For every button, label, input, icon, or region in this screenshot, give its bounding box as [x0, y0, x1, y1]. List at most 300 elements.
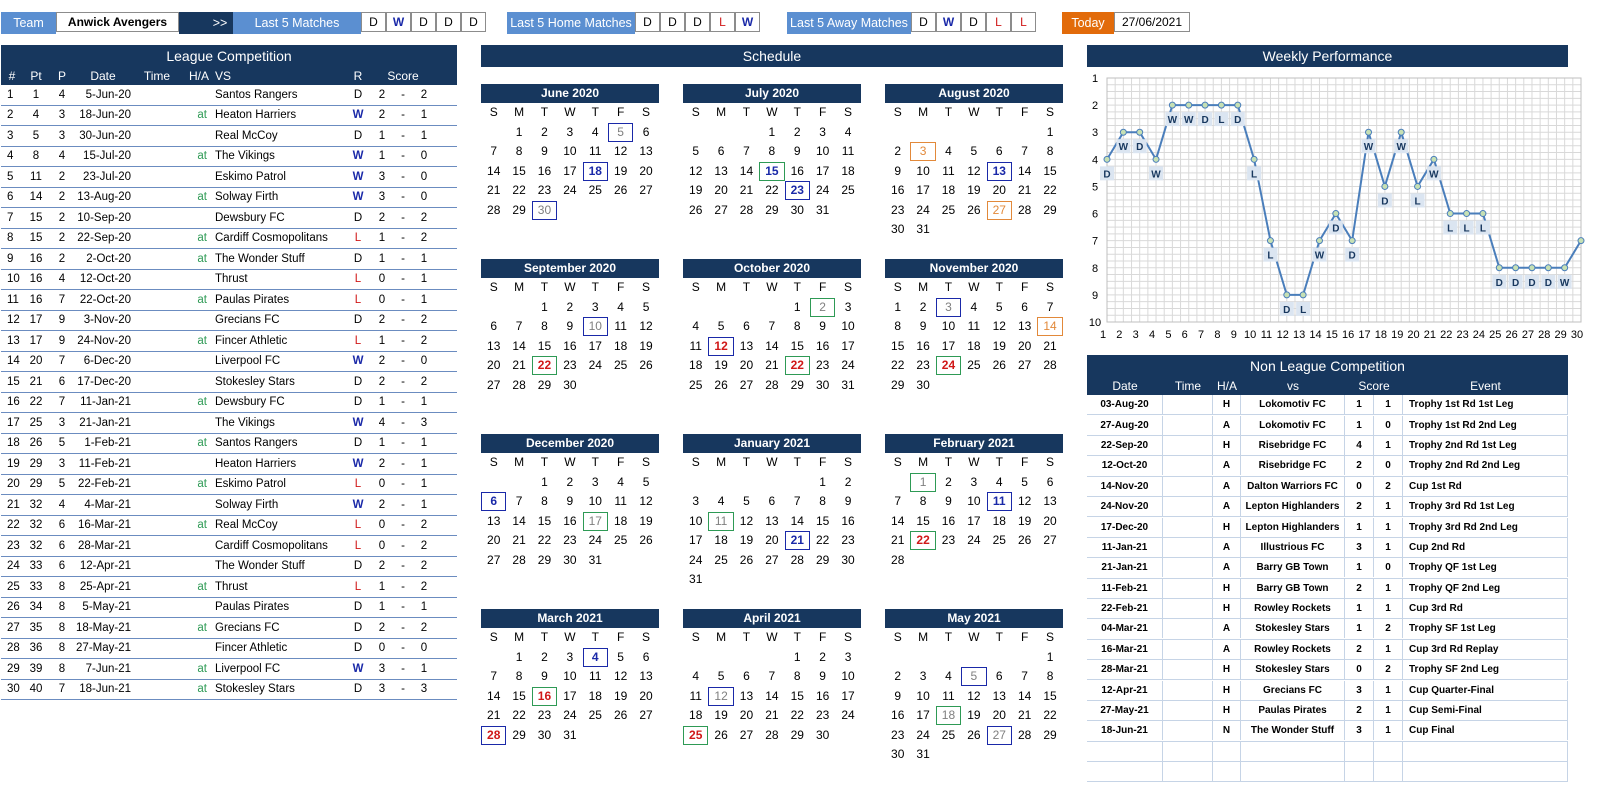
table-row[interactable] [1, 495, 457, 516]
calendar-day[interactable]: 13 [765, 513, 779, 528]
table-row[interactable] [1087, 660, 1568, 680]
calendar-day[interactable]: 17 [563, 163, 577, 178]
calendar-day[interactable]: 4 [617, 299, 624, 314]
table-row[interactable] [1, 434, 457, 455]
calendar-day[interactable]: 10 [916, 688, 930, 703]
calendar-day[interactable]: 17 [583, 512, 608, 531]
calendar-day[interactable]: 26 [639, 358, 653, 373]
calendar-day[interactable]: 18 [613, 338, 628, 353]
calendar-day[interactable]: 7 [768, 319, 776, 334]
calendar-day[interactable]: 1 [793, 299, 801, 314]
calendar-day[interactable]: 22 [785, 356, 810, 375]
calendar-day[interactable]: 10 [563, 669, 577, 684]
calendar-day[interactable]: 31 [588, 552, 602, 567]
calendar-day[interactable]: 5 [642, 299, 650, 314]
calendar-day[interactable]: 23 [563, 533, 577, 548]
calendar-day[interactable]: 2 [566, 299, 574, 314]
calendar-day[interactable]: 24 [588, 358, 602, 373]
calendar-day[interactable]: 1 [894, 299, 902, 314]
calendar-day[interactable]: 25 [941, 727, 956, 742]
calendar-day[interactable]: 26 [613, 708, 628, 723]
calendar-day[interactable]: 16 [891, 183, 905, 198]
calendar-day[interactable]: 15 [815, 513, 830, 528]
calendar-day[interactable]: 14 [487, 688, 501, 703]
calendar-day[interactable]: 24 [936, 356, 961, 375]
calendar-day[interactable]: 20 [992, 183, 1006, 198]
table-row[interactable] [1, 454, 457, 475]
calendar-day[interactable]: 8 [1046, 669, 1054, 684]
calendar-day[interactable]: 21 [785, 531, 810, 550]
calendar-day[interactable]: 10 [563, 144, 577, 159]
calendar-day[interactable]: 24 [563, 183, 577, 198]
calendar-day[interactable]: 19 [1017, 513, 1032, 528]
calendar-day[interactable]: 15 [537, 338, 552, 353]
calendar-day[interactable]: 24 [916, 727, 930, 742]
calendar-day[interactable]: 26 [714, 727, 728, 742]
table-row[interactable] [1, 536, 457, 557]
calendar-day[interactable]: 26 [689, 202, 703, 217]
calendar-day[interactable]: 11 [614, 319, 627, 334]
calendar-day[interactable]: 18 [936, 706, 961, 725]
calendar-day[interactable]: 20 [714, 183, 728, 198]
calendar-day[interactable]: 12 [967, 163, 981, 178]
calendar-day[interactable]: 6 [1046, 474, 1054, 489]
calendar-day[interactable]: 5 [617, 649, 624, 664]
calendar-day[interactable]: 1 [541, 299, 548, 314]
calendar-day[interactable]: 24 [563, 708, 577, 723]
calendar-day[interactable]: 16 [815, 338, 830, 353]
calendar-day[interactable]: 21 [765, 358, 779, 373]
calendar-day[interactable]: 22 [910, 531, 935, 550]
calendar-day[interactable]: 16 [563, 338, 577, 353]
calendar-day[interactable]: 8 [793, 669, 801, 684]
calendar-day[interactable]: 17 [841, 688, 855, 703]
calendar-day[interactable]: 21 [512, 358, 526, 373]
calendar-day[interactable]: 3 [591, 474, 599, 489]
calendar-day[interactable]: 14 [790, 513, 804, 528]
calendar-day[interactable]: 21 [891, 533, 905, 548]
calendar-day[interactable]: 9 [541, 669, 548, 684]
calendar-day[interactable]: 25 [683, 726, 708, 745]
calendar-day[interactable]: 27 [487, 377, 501, 392]
table-row[interactable] [1, 270, 457, 291]
calendar-day[interactable]: 17 [967, 513, 981, 528]
calendar-day[interactable]: 16 [891, 708, 905, 723]
calendar-day[interactable]: 3 [844, 299, 852, 314]
calendar-day[interactable]: 30 [790, 202, 804, 217]
calendar-day[interactable]: 20 [739, 708, 754, 723]
calendar-day[interactable]: 27 [1043, 533, 1057, 548]
calendar-day[interactable]: 9 [894, 688, 902, 703]
calendar-day[interactable]: 8 [1046, 144, 1054, 159]
calendar-day[interactable]: 9 [819, 669, 826, 684]
calendar-day[interactable]: 1 [910, 473, 935, 492]
calendar-day[interactable]: 12 [1017, 494, 1032, 509]
calendar-day[interactable]: 12 [708, 687, 733, 706]
calendar-day[interactable]: 29 [1043, 727, 1057, 742]
table-row[interactable] [1087, 579, 1568, 599]
calendar-day[interactable]: 31 [815, 202, 830, 217]
calendar-day[interactable]: 10 [916, 163, 930, 178]
calendar-day[interactable]: 8 [793, 319, 801, 334]
calendar-day[interactable]: 11 [942, 163, 955, 178]
table-row[interactable] [1, 475, 457, 496]
calendar-day[interactable]: 20 [739, 358, 754, 373]
calendar-day[interactable]: 20 [992, 708, 1006, 723]
calendar-day[interactable]: 7 [490, 669, 498, 684]
calendar-day[interactable]: 31 [563, 727, 577, 742]
calendar-day[interactable]: 23 [563, 358, 577, 373]
calendar-day[interactable]: 14 [765, 338, 779, 353]
calendar-day[interactable]: 1 [793, 649, 801, 664]
calendar-day[interactable]: 28 [765, 377, 779, 392]
calendar-day[interactable]: 30 [916, 377, 930, 392]
calendar-day[interactable]: 17 [916, 183, 930, 198]
table-row[interactable] [1087, 599, 1568, 619]
calendar-day[interactable]: 19 [613, 163, 628, 178]
calendar-day[interactable]: 4 [945, 669, 952, 684]
calendar-day[interactable]: 19 [689, 183, 703, 198]
calendar-day[interactable]: 18 [967, 338, 981, 353]
calendar-day[interactable]: 13 [639, 144, 653, 159]
calendar-day[interactable]: 1 [1046, 649, 1054, 664]
calendar-day[interactable]: 10 [941, 319, 956, 334]
calendar-day[interactable]: 24 [967, 533, 981, 548]
calendar-day[interactable]: 29 [537, 552, 552, 567]
calendar-day[interactable]: 15 [759, 162, 784, 181]
calendar-day[interactable]: 9 [894, 163, 902, 178]
table-row[interactable] [1, 85, 457, 106]
calendar-day[interactable]: 21 [487, 708, 501, 723]
calendar-day[interactable]: 14 [512, 513, 526, 528]
table-row[interactable] [1087, 415, 1568, 435]
calendar-day[interactable]: 24 [588, 533, 602, 548]
team-name-field[interactable]: Anwick Avengers [56, 12, 179, 32]
calendar-day[interactable]: 19 [613, 688, 628, 703]
calendar-day[interactable]: 29 [512, 727, 526, 742]
table-row[interactable] [1087, 762, 1568, 782]
calendar-day[interactable]: 2 [945, 474, 952, 489]
calendar-day[interactable]: 8 [894, 319, 902, 334]
calendar-day[interactable]: 1 [541, 474, 548, 489]
table-row[interactable] [1, 208, 457, 229]
calendar-day[interactable]: 5 [970, 144, 978, 159]
calendar-day[interactable]: 3 [910, 142, 935, 161]
calendar-day[interactable]: 7 [768, 669, 776, 684]
calendar-day[interactable]: 12 [992, 319, 1006, 334]
calendar-day[interactable]: 1 [768, 124, 776, 139]
calendar-day[interactable]: 18 [941, 183, 956, 198]
calendar-day[interactable]: 28 [1017, 727, 1032, 742]
calendar-day[interactable]: 13 [487, 513, 501, 528]
calendar-day[interactable]: 13 [714, 163, 728, 178]
calendar-day[interactable]: 13 [739, 688, 754, 703]
calendar-day[interactable]: 22 [790, 708, 804, 723]
calendar-day[interactable]: 15 [790, 688, 804, 703]
calendar-day[interactable]: 6 [490, 319, 498, 334]
calendar-day[interactable]: 10 [841, 319, 855, 334]
calendar-day[interactable]: 8 [819, 494, 826, 509]
today-date[interactable]: 27/06/2021 [1114, 12, 1190, 32]
calendar-day[interactable]: 25 [941, 202, 956, 217]
calendar-day[interactable]: 8 [919, 494, 927, 509]
calendar-day[interactable]: 14 [487, 163, 501, 178]
calendar-day[interactable]: 9 [566, 319, 574, 334]
table-row[interactable] [1087, 701, 1568, 721]
calendar-day[interactable]: 9 [541, 144, 548, 159]
calendar-day[interactable]: 13 [1017, 319, 1032, 334]
calendar-day[interactable]: 15 [1043, 163, 1057, 178]
calendar-day[interactable]: 28 [512, 377, 526, 392]
calendar-day[interactable]: 17 [916, 708, 930, 723]
table-row[interactable] [1, 577, 457, 598]
calendar-day[interactable]: 30 [815, 377, 830, 392]
calendar-day[interactable]: 3 [936, 298, 961, 317]
table-row[interactable] [1, 126, 457, 147]
table-row[interactable] [1, 188, 457, 209]
calendar-day[interactable]: 23 [537, 708, 552, 723]
calendar-day[interactable]: 18 [588, 688, 602, 703]
calendar-day[interactable]: 26 [739, 552, 754, 567]
calendar-day[interactable]: 2 [541, 649, 548, 664]
calendar-day[interactable]: 2 [541, 124, 548, 139]
calendar-day[interactable]: 21 [512, 533, 526, 548]
calendar-day[interactable]: 13 [1043, 494, 1057, 509]
calendar-day[interactable]: 22 [1043, 183, 1057, 198]
calendar-day[interactable]: 28 [512, 552, 526, 567]
calendar-day[interactable]: 24 [841, 708, 855, 723]
calendar-day[interactable]: 17 [815, 163, 830, 178]
calendar-day[interactable]: 22 [512, 183, 526, 198]
calendar-day[interactable]: 3 [692, 494, 700, 509]
calendar-day[interactable]: 1 [1046, 124, 1054, 139]
calendar-day[interactable]: 11 [942, 688, 955, 703]
calendar-day[interactable]: 25 [992, 533, 1006, 548]
table-row[interactable] [1, 331, 457, 352]
calendar-day[interactable]: 4 [995, 474, 1003, 489]
calendar-day[interactable]: 28 [891, 552, 905, 567]
calendar-day[interactable]: 26 [1017, 533, 1032, 548]
calendar-day[interactable]: 13 [639, 669, 653, 684]
calendar-day[interactable]: 15 [512, 688, 526, 703]
calendar-day[interactable]: 17 [588, 338, 602, 353]
calendar-day[interactable]: 3 [591, 299, 599, 314]
calendar-day[interactable]: 6 [743, 319, 750, 334]
calendar-day[interactable]: 27 [639, 183, 653, 198]
calendar-day[interactable]: 23 [916, 358, 930, 373]
calendar-day[interactable]: 29 [537, 377, 552, 392]
calendar-day[interactable]: 20 [1043, 513, 1057, 528]
calendar-day[interactable]: 23 [941, 533, 956, 548]
calendar-day[interactable]: 12 [739, 513, 754, 528]
calendar-day[interactable]: 5 [692, 144, 700, 159]
calendar-day[interactable]: 18 [613, 513, 628, 528]
calendar-day[interactable]: 22 [765, 183, 779, 198]
calendar-day[interactable]: 23 [537, 183, 552, 198]
calendar-day[interactable]: 19 [639, 338, 653, 353]
calendar-day[interactable]: 22 [891, 358, 905, 373]
calendar-day[interactable]: 7 [1021, 144, 1028, 159]
calendar-day[interactable]: 23 [891, 202, 905, 217]
calendar-day[interactable]: 14 [1037, 317, 1062, 336]
calendar-day[interactable]: 27 [987, 201, 1012, 220]
calendar-day[interactable]: 10 [689, 513, 703, 528]
calendar-day[interactable]: 25 [613, 533, 628, 548]
calendar-day[interactable]: 11 [967, 319, 981, 334]
calendar-day[interactable]: 16 [815, 688, 830, 703]
calendar-day[interactable]: 16 [563, 513, 577, 528]
calendar-day[interactable]: 4 [692, 319, 700, 334]
calendar-day[interactable]: 21 [1017, 708, 1032, 723]
calendar-day[interactable]: 20 [639, 163, 653, 178]
calendar-day[interactable]: 15 [790, 338, 804, 353]
calendar-day[interactable]: 20 [1017, 338, 1032, 353]
calendar-day[interactable]: 6 [995, 669, 1003, 684]
calendar-day[interactable]: 24 [841, 358, 855, 373]
calendar-day[interactable]: 22 [1043, 708, 1057, 723]
calendar-day[interactable]: 19 [714, 708, 728, 723]
calendar-day[interactable]: 4 [583, 648, 608, 667]
calendar-day[interactable]: 11 [841, 144, 855, 159]
table-row[interactable] [1, 639, 457, 660]
calendar-day[interactable]: 4 [945, 144, 952, 159]
calendar-day[interactable]: 2 [844, 474, 852, 489]
calendar-day[interactable]: 28 [739, 202, 754, 217]
calendar-day[interactable]: 6 [717, 144, 725, 159]
table-row[interactable] [1, 229, 457, 250]
calendar-day[interactable]: 2 [793, 124, 801, 139]
calendar-day[interactable]: 22 [512, 708, 526, 723]
calendar-day[interactable]: 30 [891, 222, 905, 237]
calendar-day[interactable]: 18 [992, 513, 1006, 528]
calendar-day[interactable]: 1 [515, 649, 523, 664]
calendar-day[interactable]: 25 [588, 183, 602, 198]
calendar-day[interactable]: 31 [689, 572, 703, 587]
calendar-day[interactable]: 8 [515, 669, 523, 684]
calendar-day[interactable]: 12 [689, 163, 703, 178]
calendar-day[interactable]: 19 [967, 708, 981, 723]
calendar-day[interactable]: 19 [992, 338, 1006, 353]
table-row[interactable] [1, 352, 457, 373]
calendar-day[interactable]: 11 [589, 144, 602, 159]
calendar-day[interactable]: 30 [841, 552, 855, 567]
calendar-day[interactable]: 6 [481, 492, 506, 511]
calendar-day[interactable]: 31 [841, 377, 855, 392]
table-row[interactable] [1, 147, 457, 168]
calendar-day[interactable]: 28 [765, 727, 779, 742]
calendar-day[interactable]: 2 [894, 669, 902, 684]
calendar-day[interactable]: 4 [844, 124, 852, 139]
calendar-day[interactable]: 2 [919, 299, 927, 314]
calendar-day[interactable]: 26 [992, 358, 1006, 373]
calendar-day[interactable]: 16 [532, 687, 557, 706]
table-row[interactable] [1, 557, 457, 578]
calendar-day[interactable]: 9 [819, 319, 826, 334]
calendar-day[interactable]: 4 [692, 669, 700, 684]
calendar-day[interactable]: 12 [613, 144, 628, 159]
calendar-day[interactable]: 21 [1043, 338, 1057, 353]
calendar-day[interactable]: 24 [689, 552, 703, 567]
calendar-day[interactable]: 6 [642, 124, 650, 139]
calendar-day[interactable]: 9 [919, 319, 927, 334]
table-row[interactable] [1, 249, 457, 270]
calendar-day[interactable]: 23 [815, 358, 830, 373]
calendar-day[interactable]: 17 [689, 533, 703, 548]
calendar-day[interactable]: 30 [563, 377, 577, 392]
calendar-day[interactable]: 14 [765, 688, 779, 703]
calendar-day[interactable]: 11 [689, 338, 702, 353]
calendar-day[interactable]: 14 [1017, 163, 1032, 178]
calendar-day[interactable]: 10 [815, 144, 830, 159]
calendar-day[interactable]: 20 [487, 533, 501, 548]
calendar-day[interactable]: 6 [642, 649, 650, 664]
table-row[interactable] [1087, 456, 1568, 476]
calendar-day[interactable]: 18 [583, 162, 608, 181]
table-row[interactable] [1, 659, 457, 680]
calendar-day[interactable]: 8 [541, 319, 548, 334]
table-row[interactable] [1, 311, 457, 332]
calendar-day[interactable]: 5 [717, 669, 725, 684]
calendar-day[interactable]: 25 [841, 183, 855, 198]
table-row[interactable] [1, 618, 457, 639]
table-row[interactable] [1087, 538, 1568, 558]
calendar-day[interactable]: 20 [765, 533, 779, 548]
calendar-day[interactable]: 7 [490, 144, 498, 159]
calendar-day[interactable]: 18 [689, 358, 703, 373]
calendar-day[interactable]: 26 [967, 727, 981, 742]
calendar-day[interactable]: 14 [1017, 688, 1032, 703]
calendar-day[interactable]: 7 [743, 144, 750, 159]
calendar-day[interactable]: 7 [894, 494, 902, 509]
table-row[interactable] [1, 167, 457, 188]
calendar-day[interactable]: 17 [941, 338, 956, 353]
calendar-day[interactable]: 9 [844, 494, 852, 509]
calendar-day[interactable]: 19 [714, 358, 728, 373]
calendar-day[interactable]: 22 [537, 533, 552, 548]
calendar-day[interactable]: 8 [541, 494, 548, 509]
calendar-day[interactable]: 17 [563, 688, 577, 703]
calendar-day[interactable]: 11 [614, 494, 627, 509]
calendar-day[interactable]: 27 [765, 552, 779, 567]
table-row[interactable] [1, 372, 457, 393]
calendar-day[interactable]: 9 [566, 494, 574, 509]
calendar-day[interactable]: 9 [793, 144, 801, 159]
calendar-day[interactable]: 25 [689, 377, 703, 392]
calendar-day[interactable]: 2 [810, 298, 835, 317]
calendar-day[interactable]: 28 [790, 552, 804, 567]
calendar-day[interactable]: 5 [608, 123, 633, 142]
calendar-day[interactable]: 3 [566, 649, 574, 664]
calendar-day[interactable]: 25 [613, 358, 628, 373]
calendar-day[interactable]: 21 [487, 183, 501, 198]
calendar-day[interactable]: 27 [739, 727, 754, 742]
calendar-day[interactable]: 7 [1046, 299, 1054, 314]
calendar-day[interactable]: 7 [515, 319, 523, 334]
calendar-day[interactable]: 13 [487, 338, 501, 353]
calendar-day[interactable]: 31 [916, 747, 930, 762]
calendar-day[interactable]: 16 [916, 338, 930, 353]
calendar-day[interactable]: 5 [642, 474, 650, 489]
calendar-day[interactable]: 9 [945, 494, 952, 509]
calendar-day[interactable]: 4 [717, 494, 725, 509]
calendar-day[interactable]: 29 [1043, 202, 1057, 217]
calendar-day[interactable]: 2 [566, 474, 574, 489]
table-row[interactable] [1, 393, 457, 414]
calendar-day[interactable]: 7 [515, 494, 523, 509]
calendar-day[interactable]: 29 [512, 202, 526, 217]
calendar-day[interactable]: 30 [563, 552, 577, 567]
calendar-day[interactable]: 6 [743, 669, 750, 684]
